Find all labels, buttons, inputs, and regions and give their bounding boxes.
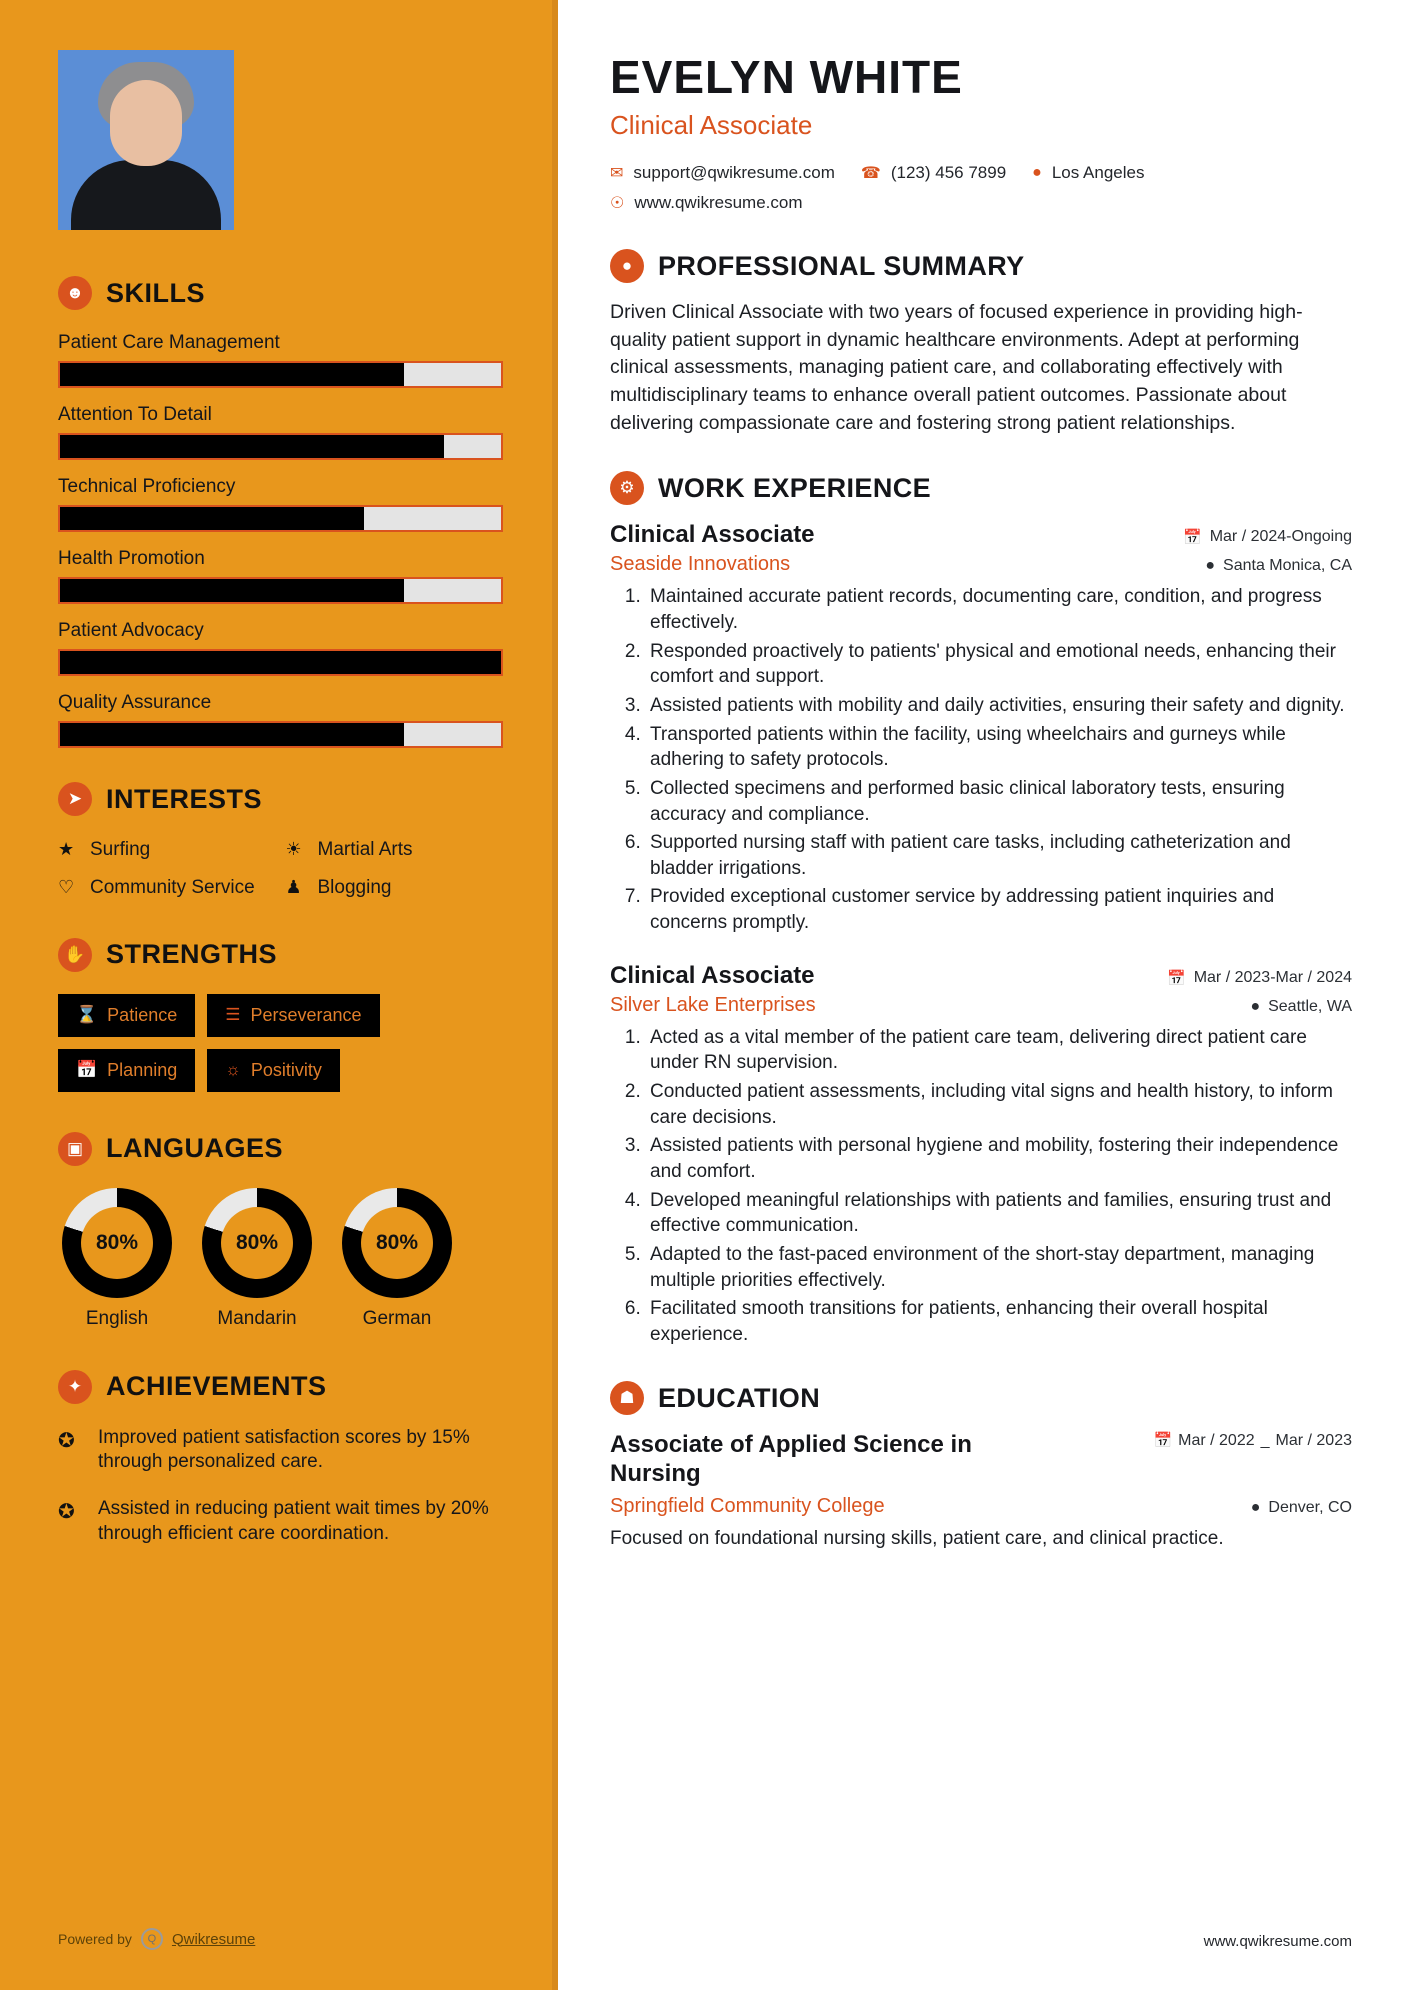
bullet: 5. Adapted to the fast-paced environment of the short-stay department, managing multiple priorities effectively. xyxy=(646,1242,1352,1293)
interest-label: Martial Arts xyxy=(317,839,413,860)
education-heading xyxy=(610,1381,1352,1415)
main-content xyxy=(558,0,1407,1990)
avatar xyxy=(58,50,234,230)
footer-website[interactable]: www.qwikresume.com xyxy=(1203,1933,1352,1950)
skill-label: Patient Care Management xyxy=(58,332,280,353)
education-school: Springfield Community College xyxy=(610,1495,885,1518)
interest-label: Community Service xyxy=(90,876,255,898)
strength-label: Patience xyxy=(107,1004,178,1025)
skill-bar xyxy=(58,361,503,388)
book-icon: ☰ xyxy=(225,1005,241,1024)
experience-location xyxy=(1205,557,1352,575)
strength-chip xyxy=(58,1049,195,1092)
experience-item xyxy=(610,521,1352,935)
education-description: Focused on foundational nursing skills, patient care, and clinical practice. xyxy=(610,1528,1224,1550)
skill-item xyxy=(58,476,503,532)
bullet: 5. Collected specimens and performed basic clinical laboratory tests, ensuring accuracy and compliance. xyxy=(646,776,1352,827)
calendar-icon: 📅 xyxy=(76,1060,98,1079)
strengths-title: STRENGTHS xyxy=(106,939,278,969)
experience-location xyxy=(1250,998,1352,1016)
skill-bar xyxy=(58,505,503,532)
skills-list xyxy=(58,332,503,748)
summary-title: PROFESSIONAL SUMMARY xyxy=(658,250,1025,281)
skill-item xyxy=(58,548,503,604)
star-icon: ★ xyxy=(58,839,75,859)
star-icon: ✪ xyxy=(58,1500,75,1523)
powered-by xyxy=(58,1928,255,1950)
bullet: 6. Facilitated smooth transitions for patients, enhancing their overall hospital experience. xyxy=(646,1296,1352,1347)
location-icon: ● xyxy=(1250,997,1261,1015)
location-icon: ● xyxy=(1250,1499,1261,1517)
bullet: 4. Developed meaningful relationships with patients and families, ensuring trust and effective communication. xyxy=(646,1188,1352,1239)
education-degree: Associate of Applied Science in Nursing xyxy=(610,1431,972,1488)
skill-bar xyxy=(58,649,503,676)
skill-label: Attention To Detail xyxy=(58,404,212,425)
strength-chip xyxy=(207,1049,340,1092)
skill-bar xyxy=(58,721,503,748)
contact-website-text: www.qwikresume.com xyxy=(634,193,803,212)
hourglass-icon: ⌛ xyxy=(76,1005,98,1024)
skill-label: Patient Advocacy xyxy=(58,620,204,641)
education-date-start: Mar / 2022 xyxy=(1178,1432,1255,1450)
powered-label: Powered by xyxy=(58,1931,132,1947)
bullet: 6. Supported nursing staff with patient care tasks, including catheterization and bladder irrigations. xyxy=(646,830,1352,881)
skill-item xyxy=(58,692,503,748)
skill-label: Technical Proficiency xyxy=(58,476,236,497)
skills-heading xyxy=(58,276,503,310)
language-label: Mandarin xyxy=(217,1307,297,1329)
language-label: German xyxy=(362,1307,432,1329)
languages-title: LANGUAGES xyxy=(106,1133,284,1163)
graduation-icon: ☗ xyxy=(610,1381,644,1415)
job-role: Clinical Associate xyxy=(610,110,813,140)
skill-label: Quality Assurance xyxy=(58,692,212,713)
achievement-text: Assisted in reducing patient wait times by 20% through efficient care coordination. xyxy=(98,1497,489,1544)
interests-list xyxy=(58,838,503,900)
strength-chip xyxy=(207,994,379,1037)
bullet: 2. Responded proactively to patients' physical and emotional needs, enhancing their comfort and support. xyxy=(646,639,1352,690)
contact-email-text: support@qwikresume.com xyxy=(633,163,835,182)
experience-location-text: Santa Monica, CA xyxy=(1223,557,1352,575)
fist-icon: ✋ xyxy=(58,938,92,972)
achievements-title: ACHIEVEMENTS xyxy=(106,1371,327,1401)
language-value: 80% xyxy=(361,1207,433,1279)
skill-bar xyxy=(58,577,503,604)
bullet: 7. Provided exceptional customer service by addressing patient inquiries and concerns promptly. xyxy=(646,884,1352,935)
calendar-icon: 📅 xyxy=(1153,1432,1173,1450)
education-date-end: Mar / 2023 xyxy=(1275,1432,1352,1450)
achievements-heading xyxy=(58,1370,503,1404)
skill-item xyxy=(58,332,503,388)
experience-location-text: Seattle, WA xyxy=(1268,997,1352,1015)
interest-label: Blogging xyxy=(317,876,392,898)
user-circle-icon: ● xyxy=(610,249,644,283)
interest-label: Surfing xyxy=(90,839,151,860)
qwikresume-link[interactable]: Qwikresume xyxy=(171,1930,256,1948)
experience-heading xyxy=(610,471,1352,505)
id-card-icon: ▣ xyxy=(58,1132,92,1166)
strengths-list xyxy=(58,994,503,1092)
mail-icon: ✉ xyxy=(610,165,624,182)
bullet: 4. Transported patients within the facility, using wheelchairs and gurneys while adhering to safety protocols. xyxy=(646,722,1352,773)
interests-heading xyxy=(58,782,503,816)
interest-item xyxy=(58,876,276,900)
experience-job-title: Clinical Associate xyxy=(610,961,815,989)
achievement-text: Improved patient satisfaction scores by 15% through personalized care. xyxy=(98,1426,470,1473)
summary-text: Driven Clinical Associate with two years of focused experience in providing high-quality patient support in dynamic healthcare environments. Adept at performing clinical assessments, managing patient care, and collaborating effectively with multidisciplinary teams to enhance overall patient outcomes. Passionate about delivering compassionate care and fostering strong patient relationships. xyxy=(610,301,1303,434)
strengths-heading xyxy=(58,938,503,972)
language-donut xyxy=(342,1188,452,1298)
language-item xyxy=(58,1188,176,1330)
interests-title: INTERESTS xyxy=(106,783,263,814)
achievement-item xyxy=(58,1497,503,1546)
experience-bullets xyxy=(646,1025,1352,1348)
experience-company: Seaside Innovations xyxy=(610,553,791,576)
bullet: 1. Acted as a vital member of the patient care team, delivering direct patient care under RN supervision. xyxy=(646,1025,1352,1076)
skill-item xyxy=(58,404,503,460)
experience-date-text: Mar / 2024-Ongoing xyxy=(1209,528,1352,546)
strength-label: Perseverance xyxy=(250,1004,362,1025)
page-title: EVELYN WHITE xyxy=(610,51,963,103)
interest-item xyxy=(286,838,504,862)
languages-heading xyxy=(58,1132,503,1166)
interest-item xyxy=(286,876,504,900)
bullet: 1. Maintained accurate patient records, documenting care, condition, and progress effectively. xyxy=(646,584,1352,635)
achievement-item xyxy=(58,1426,503,1475)
contact-list xyxy=(610,163,1352,213)
language-value: 80% xyxy=(221,1207,293,1279)
bullet: 3. Assisted patients with mobility and daily activities, ensuring their safety and dignity. xyxy=(646,693,1352,719)
language-label: English xyxy=(85,1307,149,1329)
people-icon: ♟ xyxy=(285,876,302,897)
briefcase-icon: ⚙ xyxy=(610,471,644,505)
summary-heading xyxy=(610,249,1352,283)
calendar-icon: 📅 xyxy=(1167,969,1186,987)
experience-date-text: Mar / 2023-Mar / 2024 xyxy=(1193,968,1352,986)
contact-phone-text: (123) 456 7899 xyxy=(890,163,1007,182)
skill-item xyxy=(58,620,503,676)
experience-company: Silver Lake Enterprises xyxy=(610,993,816,1016)
experience-title: WORK EXPERIENCE xyxy=(658,472,932,503)
send-icon: ➤ xyxy=(58,782,92,816)
languages-list xyxy=(58,1188,503,1330)
strength-label: Planning xyxy=(107,1059,178,1080)
hand-icon: ♡ xyxy=(58,876,75,897)
sun-icon: ☼ xyxy=(225,1060,241,1079)
star-icon: ✪ xyxy=(58,1429,75,1452)
contact-phone[interactable] xyxy=(861,163,1006,183)
skill-label: Health Promotion xyxy=(58,548,205,569)
calendar-icon: 📅 xyxy=(1183,529,1202,547)
strength-label: Positivity xyxy=(250,1059,322,1080)
education-location xyxy=(1251,1499,1352,1517)
experience-bullets xyxy=(646,584,1352,935)
language-donut xyxy=(62,1188,172,1298)
education-title: EDUCATION xyxy=(658,1382,821,1413)
achievements-list xyxy=(58,1426,503,1547)
education-location-text: Denver, CO xyxy=(1268,1499,1352,1517)
bullet: 2. Conducted patient assessments, including vital signs and health history, to inform care decisions. xyxy=(646,1079,1352,1130)
bullet: 3. Assisted patients with personal hygiene and mobility, fostering their independence and comfort. xyxy=(646,1133,1352,1184)
language-value: 80% xyxy=(81,1207,153,1279)
lightbulb-icon: ☻ xyxy=(58,276,92,310)
experience-item xyxy=(610,962,1352,1348)
interest-item xyxy=(58,838,276,862)
globe-icon: ☉ xyxy=(610,195,625,212)
phone-icon: ☎ xyxy=(860,165,881,182)
education-date-separator: _ xyxy=(1260,1432,1270,1450)
education-item xyxy=(610,1431,1352,1551)
location-icon: ● xyxy=(1205,557,1216,575)
star-badge-icon: ✦ xyxy=(58,1370,92,1404)
experience-job-title: Clinical Associate xyxy=(610,521,815,549)
language-donut xyxy=(202,1188,312,1298)
sidebar xyxy=(0,0,558,1990)
experience-date xyxy=(1167,969,1352,987)
location-icon: ● xyxy=(1032,164,1042,181)
contact-location xyxy=(1032,163,1144,183)
contact-location-text: Los Angeles xyxy=(1051,163,1145,182)
language-item xyxy=(198,1188,316,1330)
skills-title: SKILLS xyxy=(106,277,206,308)
contact-email[interactable] xyxy=(610,163,835,183)
skill-bar xyxy=(58,433,503,460)
education-dates xyxy=(1153,1431,1352,1450)
language-item xyxy=(338,1188,456,1330)
experience-date xyxy=(1183,528,1352,546)
contact-website[interactable] xyxy=(610,193,1352,213)
globe-icon: ☀ xyxy=(285,839,302,859)
qwikresume-logo-icon: Q xyxy=(141,1928,163,1950)
strength-chip xyxy=(58,994,195,1037)
